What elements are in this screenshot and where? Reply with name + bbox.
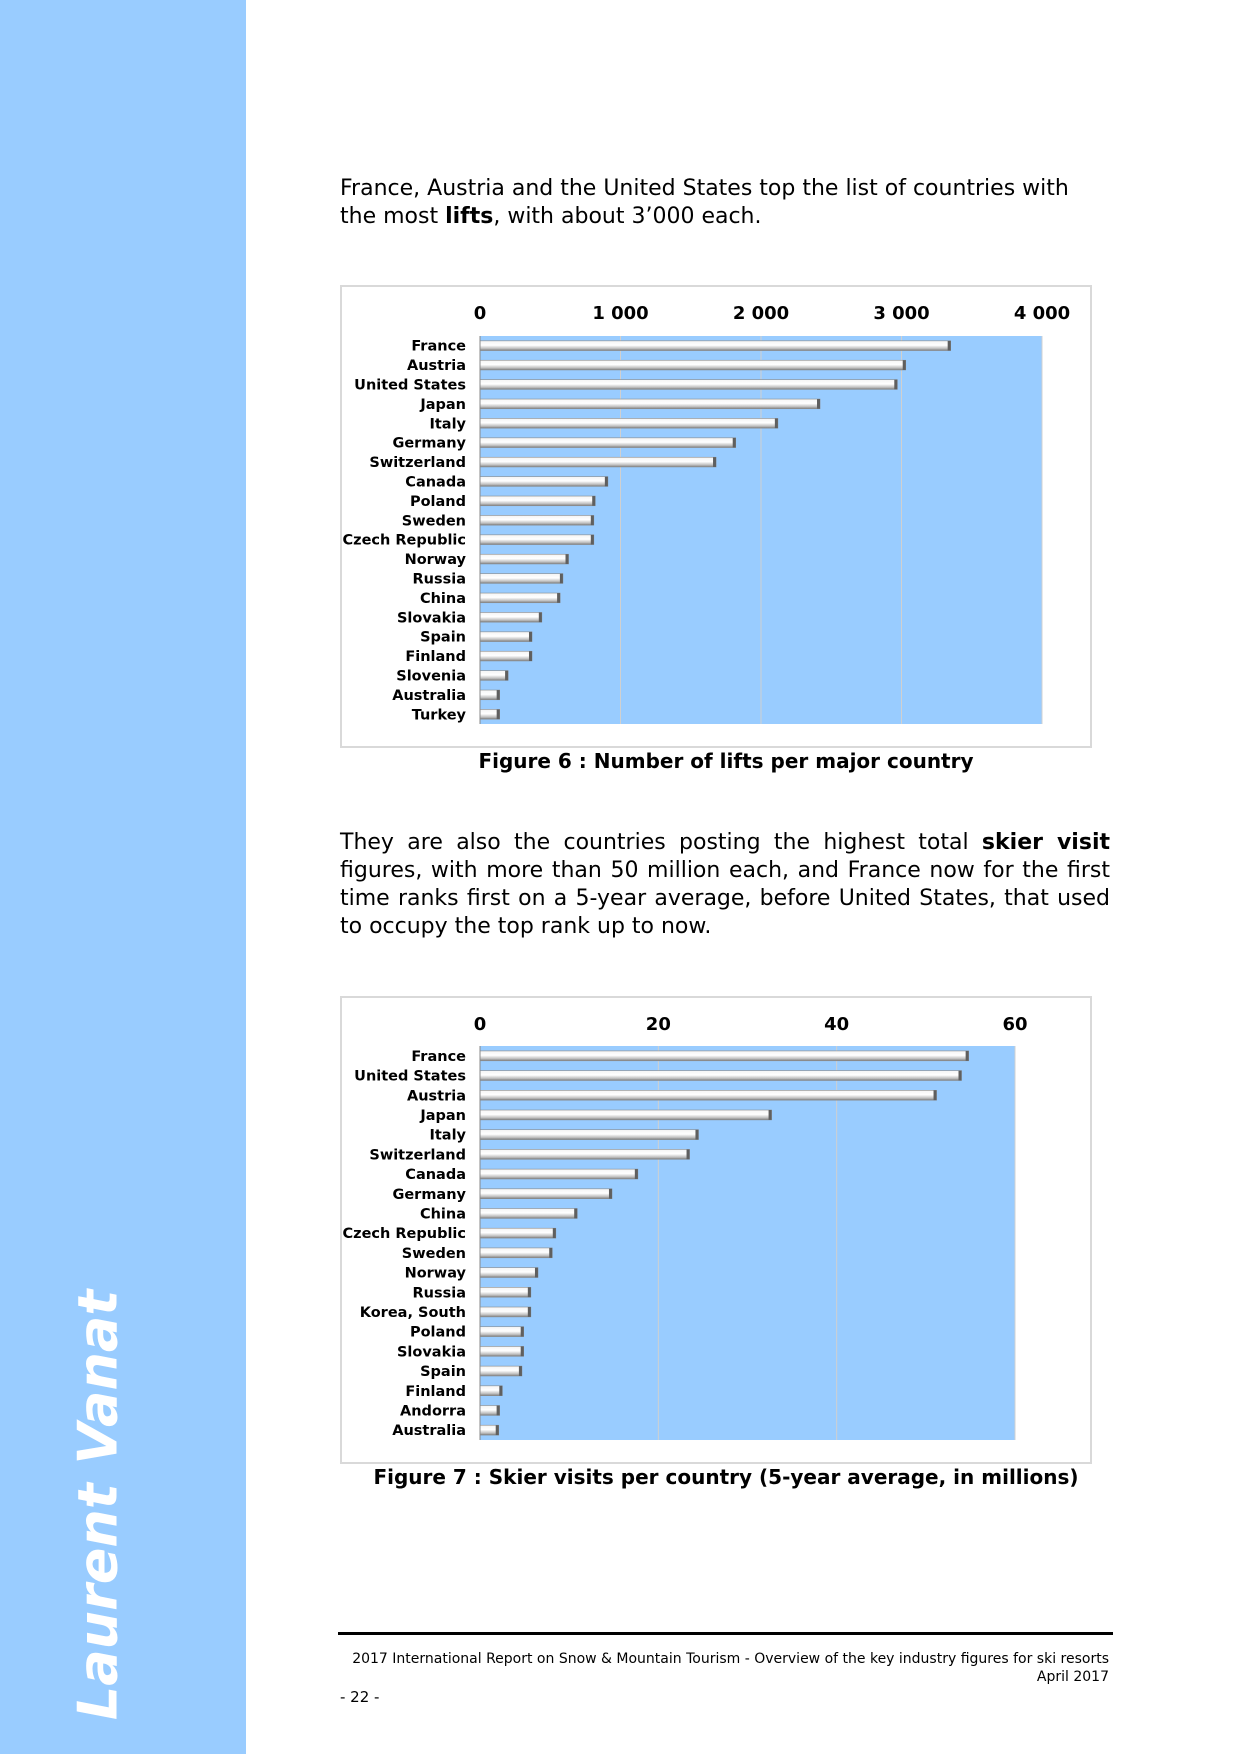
- bar-end-cap: [529, 632, 532, 642]
- bar-end-cap: [605, 477, 608, 487]
- y-category-label: Austria: [406, 358, 466, 375]
- bar: [480, 360, 906, 370]
- y-category-label: Italy: [429, 416, 466, 433]
- bar: [480, 1307, 531, 1317]
- bar-end-cap: [775, 418, 778, 428]
- y-category-label: France: [411, 338, 466, 355]
- bar: [480, 496, 595, 506]
- y-category-label: Slovakia: [396, 610, 466, 627]
- intro-bold: lifts: [445, 204, 494, 229]
- y-category-label: Germany: [392, 1186, 466, 1203]
- second-text-2: figures, with more than 50 million each, and France now for the first time ranks first on a 5-year average, before United States, that used to occupy the top rank up to now.: [340, 858, 1110, 939]
- skier-visits-chart-svg: [342, 998, 1090, 1462]
- bar-end-cap: [948, 341, 951, 351]
- x-tick-label: 60: [1002, 1014, 1028, 1035]
- bar-end-cap: [566, 554, 569, 564]
- bar: [480, 399, 820, 409]
- bar-end-cap: [529, 651, 532, 661]
- bar: [480, 1346, 524, 1356]
- bar: [480, 1386, 502, 1396]
- footer-divider: [338, 1632, 1113, 1635]
- bar: [480, 1071, 962, 1081]
- intro-text-2: , with about 3’000 each.: [493, 204, 762, 229]
- y-category-label: Canada: [405, 474, 466, 491]
- bar: [480, 1169, 638, 1179]
- bar-end-cap: [505, 671, 508, 681]
- y-category-label: Finland: [405, 1383, 466, 1400]
- y-category-label: Andorra: [400, 1403, 466, 1420]
- bar: [480, 1149, 690, 1159]
- bar-end-cap: [713, 457, 716, 467]
- y-category-label: Switzerland: [369, 455, 466, 472]
- x-tick-label: 20: [645, 1014, 671, 1035]
- skier-visits-paragraph: [340, 829, 1110, 941]
- bar-end-cap: [528, 1287, 531, 1297]
- y-category-label: Czech Republic: [342, 1226, 466, 1243]
- bar-end-cap: [528, 1307, 531, 1317]
- y-category-label: Australia: [392, 1423, 466, 1440]
- bar-end-cap: [549, 1248, 552, 1258]
- bar: [480, 418, 778, 428]
- bar-end-cap: [635, 1169, 638, 1179]
- bar-end-cap: [539, 612, 542, 622]
- skier-visits-chart: [340, 996, 1092, 1464]
- bar-end-cap: [592, 496, 595, 506]
- bar-end-cap: [817, 399, 820, 409]
- footer-date: April 2017: [1036, 1669, 1109, 1685]
- y-category-label: Russia: [412, 571, 466, 588]
- bar-end-cap: [934, 1090, 937, 1100]
- y-category-label: Finland: [405, 649, 466, 666]
- bar-end-cap: [695, 1130, 698, 1140]
- bar-end-cap: [733, 438, 736, 448]
- bar-end-cap: [521, 1346, 524, 1356]
- bar: [480, 1268, 538, 1278]
- y-category-label: Czech Republic: [342, 532, 466, 549]
- bar: [480, 1327, 524, 1337]
- y-category-label: Turkey: [411, 707, 466, 724]
- y-category-label: Italy: [429, 1127, 466, 1144]
- intro-paragraph: [340, 175, 1110, 231]
- bar-end-cap: [591, 535, 594, 545]
- bar: [480, 438, 736, 448]
- bar: [480, 457, 716, 467]
- y-category-label: Spain: [420, 1364, 466, 1381]
- y-category-label: Poland: [409, 493, 466, 510]
- bar: [480, 1248, 552, 1258]
- bar-end-cap: [769, 1110, 772, 1120]
- intro-text-1: France, Austria and the United States top the list of countries with the most: [340, 176, 1069, 229]
- y-category-label: United States: [354, 377, 466, 394]
- bar: [480, 554, 569, 564]
- y-category-label: Norway: [404, 552, 466, 569]
- bar: [480, 1287, 531, 1297]
- y-category-label: Slovenia: [396, 668, 466, 685]
- bar-end-cap: [497, 690, 500, 700]
- bar-end-cap: [499, 1386, 502, 1396]
- bar: [480, 612, 542, 622]
- bar-end-cap: [535, 1268, 538, 1278]
- bar-end-cap: [497, 709, 500, 719]
- y-category-label: Korea, South: [359, 1304, 466, 1321]
- y-category-label: China: [419, 1206, 466, 1223]
- y-category-label: France: [411, 1048, 466, 1065]
- y-category-label: Japan: [420, 1107, 466, 1124]
- bar-end-cap: [894, 380, 897, 390]
- bar: [480, 535, 594, 545]
- bar: [480, 1366, 522, 1376]
- page-number: - 22 -: [340, 1688, 380, 1706]
- y-category-label: Poland: [409, 1324, 466, 1341]
- bar: [480, 515, 594, 525]
- y-category-label: Austria: [406, 1088, 466, 1105]
- bar: [480, 651, 532, 661]
- bar: [480, 1090, 937, 1100]
- y-category-label: Norway: [404, 1265, 466, 1282]
- x-tick-label: 0: [473, 1014, 487, 1035]
- y-category-label: Germany: [392, 435, 466, 452]
- bar: [480, 671, 508, 681]
- bar-end-cap: [591, 515, 594, 525]
- y-category-label: Canada: [405, 1167, 466, 1184]
- x-tick-label: 4 000: [1013, 303, 1071, 324]
- second-bold: skier visit: [981, 830, 1110, 855]
- y-category-label: United States: [354, 1068, 466, 1085]
- bar-end-cap: [560, 574, 563, 584]
- bar-end-cap: [557, 593, 560, 603]
- author-name: Laurent Vanat: [66, 1289, 130, 1721]
- bar-end-cap: [903, 360, 906, 370]
- y-category-label: China: [419, 590, 466, 607]
- bar-end-cap: [521, 1327, 524, 1337]
- y-category-label: Japan: [420, 396, 466, 413]
- bar-end-cap: [496, 1425, 499, 1435]
- y-category-label: Sweden: [401, 1245, 466, 1262]
- x-tick-label: 2 000: [732, 303, 790, 324]
- footer-title: 2017 International Report on Snow & Mountain Tourism - Overview of the key industry figures for ski resorts: [352, 1651, 1109, 1667]
- figure-7-caption: Figure 7 : Skier visits per country (5-year average, in millions): [373, 1465, 1079, 1489]
- bar: [480, 1228, 556, 1238]
- bar: [480, 1130, 698, 1140]
- bar: [480, 1189, 612, 1199]
- bar: [480, 341, 951, 351]
- plot-area: [480, 1046, 1015, 1440]
- y-category-label: Slovakia: [396, 1344, 466, 1361]
- bar: [480, 1110, 772, 1120]
- bar: [480, 1209, 577, 1219]
- y-category-label: Spain: [420, 629, 466, 646]
- bar-end-cap: [553, 1228, 556, 1238]
- bar: [480, 477, 608, 487]
- figure-6-caption: Figure 6 : Number of lifts per major country: [478, 749, 974, 773]
- second-text-1: They are also the countries posting the highest total: [340, 830, 982, 855]
- y-category-label: Switzerland: [369, 1147, 466, 1164]
- bar-end-cap: [519, 1366, 522, 1376]
- bar: [480, 632, 532, 642]
- y-category-label: Sweden: [401, 513, 466, 530]
- bar-end-cap: [497, 1406, 500, 1416]
- lifts-chart: [340, 285, 1092, 748]
- x-tick-label: 1 000: [592, 303, 649, 324]
- x-tick-label: 0: [473, 303, 487, 324]
- y-category-label: Russia: [412, 1285, 466, 1302]
- x-tick-label: 3 000: [873, 303, 930, 324]
- x-tick-label: 40: [824, 1014, 850, 1035]
- bar-end-cap: [574, 1209, 577, 1219]
- lifts-chart-svg: [342, 287, 1090, 746]
- bar-end-cap: [609, 1189, 612, 1199]
- bar-end-cap: [687, 1149, 690, 1159]
- bar-end-cap: [959, 1071, 962, 1081]
- bar: [480, 380, 897, 390]
- sidebar: [0, 0, 246, 1754]
- bar: [480, 1051, 969, 1061]
- bar: [480, 574, 563, 584]
- bar-end-cap: [966, 1051, 969, 1061]
- y-category-label: Australia: [392, 687, 466, 704]
- bar: [480, 593, 560, 603]
